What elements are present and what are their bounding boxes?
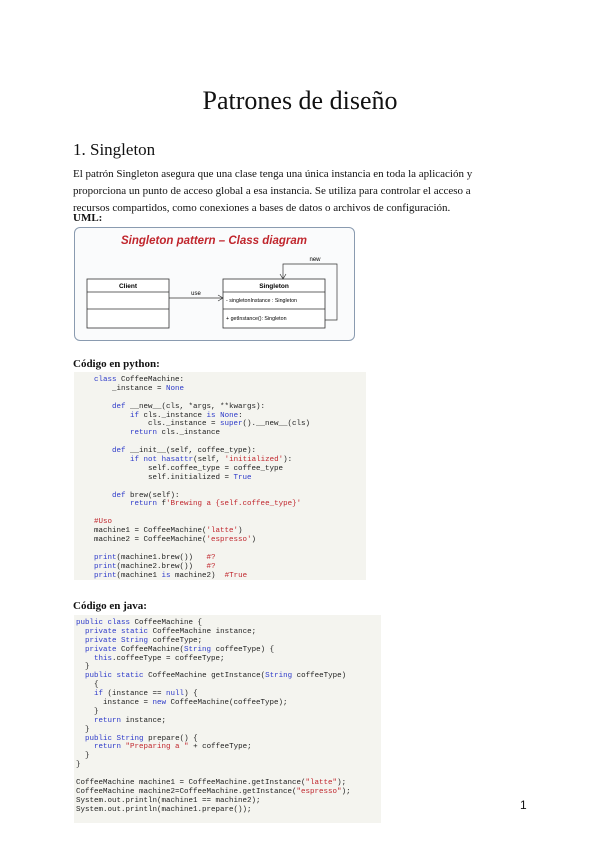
code-line: print(machine1.brew()) #? bbox=[94, 553, 216, 562]
code-line: def brew(self): bbox=[112, 491, 180, 500]
singleton-method: + getInstance(): Singleton bbox=[226, 316, 287, 322]
singleton-class-name: Singleton bbox=[259, 283, 289, 290]
code-line: return cls._instance bbox=[130, 429, 221, 438]
java-code bbox=[76, 619, 351, 815]
page-title: Patrones de diseño bbox=[202, 86, 398, 115]
code-line: if cls._instance is None: bbox=[130, 411, 243, 420]
python-code-label: Código en python: bbox=[73, 358, 160, 370]
section-heading: 1. Singleton bbox=[73, 140, 156, 159]
code-line: self.coffee_type = coffee_type bbox=[94, 464, 284, 473]
singleton-class bbox=[223, 279, 325, 328]
client-class-name: Client bbox=[118, 283, 138, 290]
intro-paragraph: El patrón Singleton asegura que una clase tenga una única instancia en toda la aplicación y proporciona un punto de acceso global a esa instancia. Se utiliza para controlar el acceso a recursos compartidos, como conexiones a bases de datos o archivos de configuración. bbox=[73, 168, 473, 214]
code-line: } bbox=[76, 725, 90, 734]
code-line bbox=[94, 545, 310, 554]
code-line: private static CoffeeMachine instance; bbox=[85, 627, 257, 636]
python-code bbox=[94, 376, 310, 580]
code-line: this.coffeeType = coffeeType; bbox=[94, 654, 225, 663]
code-line: return f'Brewing a {self.coffee_type}' bbox=[130, 500, 302, 509]
code-line: print(machine2.brew()) #? bbox=[94, 562, 216, 571]
uml-diagram bbox=[74, 227, 355, 341]
code-line: print(machine1 is machine2) #True bbox=[94, 571, 248, 580]
code-line: _instance = None bbox=[94, 384, 185, 393]
code-line: if (instance == null) { bbox=[94, 690, 198, 699]
code-line: instance = new CoffeeMachine(coffeeType); bbox=[76, 699, 288, 708]
code-line: public class CoffeeMachine { bbox=[76, 619, 203, 627]
code-line bbox=[76, 770, 351, 779]
code-line: } bbox=[76, 761, 81, 770]
python-code-block bbox=[74, 372, 366, 580]
singleton-attribute: - singletonInstance : Singleton bbox=[226, 298, 297, 304]
code-line: CoffeeMachine machine1 = CoffeeMachine.getInstance("latte"); bbox=[76, 779, 347, 788]
code-line: return instance; bbox=[94, 716, 167, 725]
code-line: private CoffeeMachine(String coffeeType) { bbox=[85, 645, 275, 654]
code-line: } bbox=[76, 663, 90, 672]
code-line: class CoffeeMachine: bbox=[94, 376, 185, 384]
code-line: private String coffeeType; bbox=[85, 636, 203, 645]
uml-class-diagram-svg bbox=[75, 228, 354, 340]
code-line: if not hasattr(self, 'initialized'): bbox=[130, 456, 293, 465]
code-line bbox=[94, 509, 310, 518]
code-line: System.out.println(machine1 == machine2); bbox=[76, 796, 261, 805]
page-number: 1 bbox=[520, 798, 527, 812]
new-label: new bbox=[309, 257, 321, 263]
uml-label: UML: bbox=[73, 212, 103, 224]
code-line: cls._instance = super().__new__(cls) bbox=[94, 420, 311, 429]
java-code-label: Código en java: bbox=[73, 600, 147, 612]
code-line bbox=[94, 394, 310, 403]
code-line: public static CoffeeMachine getInstance(String coffeeType) bbox=[85, 672, 347, 681]
code-line: System.out.println(machine1.prepare()); bbox=[76, 805, 252, 814]
java-code-block bbox=[74, 615, 381, 823]
code-line bbox=[94, 438, 310, 447]
code-line: machine2 = CoffeeMachine('espresso') bbox=[94, 536, 257, 545]
use-association bbox=[169, 291, 223, 301]
code-line: { bbox=[76, 681, 99, 690]
client-class bbox=[87, 279, 169, 328]
uml-title: Singleton pattern – Class diagram bbox=[121, 235, 307, 247]
code-line: return "Preparing a " + coffeeType; bbox=[94, 743, 252, 752]
code-line: self.initialized = True bbox=[94, 473, 252, 482]
code-line: } bbox=[76, 752, 90, 761]
code-line: #Uso bbox=[94, 518, 113, 527]
code-line: } bbox=[76, 707, 99, 716]
code-line: machine1 = CoffeeMachine('latte') bbox=[94, 527, 243, 536]
code-line: CoffeeMachine machine2=CoffeeMachine.getInstance("espresso"); bbox=[76, 787, 351, 796]
code-line: public String prepare() { bbox=[85, 734, 198, 743]
use-label: use bbox=[191, 291, 201, 297]
code-line: def __new__(cls, *args, **kwargs): bbox=[112, 402, 266, 411]
code-line bbox=[94, 483, 310, 492]
code-line: def __init__(self, coffee_type): bbox=[112, 447, 257, 456]
